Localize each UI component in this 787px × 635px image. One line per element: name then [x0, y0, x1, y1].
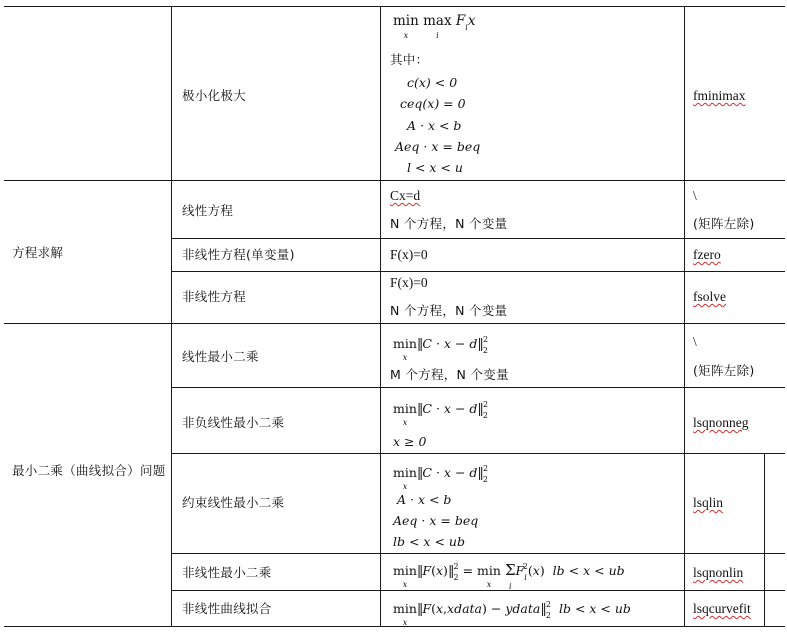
function-name-text: lsqnonlin [693, 565, 744, 580]
model-constraint: x ≥ 0 [393, 434, 427, 449]
col-divider [380, 6, 381, 627]
function-name [693, 88, 746, 103]
model-equation [390, 188, 420, 203]
problem-name: 非线性曲线拟合 [182, 601, 272, 616]
function-name-text: lsqcurvefit [693, 601, 751, 616]
problem-name: 约束线性最小二乘 [182, 495, 285, 510]
function-name-text: fminimax [693, 88, 746, 103]
model-note: M 个方程，N 个变量 [390, 367, 509, 382]
row-divider [171, 453, 785, 454]
row-divider [171, 271, 785, 272]
group-least-squares-label: 最小二乘（曲线拟合）问题 [12, 463, 166, 478]
function-name [693, 495, 723, 510]
model-note: N 个方程，N 个变量 [390, 303, 508, 318]
model-objective: min x max i $F_ix$ [393, 13, 476, 40]
optimization-function-table [4, 6, 785, 630]
model-constraint: lb < x < ub [393, 534, 465, 549]
model-subject-to: 其中： [390, 52, 429, 67]
model-objective: min x ‖F(x,xdata) − $ydata‖_2^2$ lb < x < ub [393, 600, 631, 627]
group-least-squares [12, 457, 167, 484]
model-equation-text: Cx=d [390, 188, 421, 203]
model-equation: F(x)=0 [390, 247, 428, 262]
function-name [693, 289, 726, 304]
model-equation: F(x)=0 [390, 275, 428, 290]
function-note: (矩阵左除) [693, 363, 755, 378]
group-equation-solving: 方程求解 [12, 245, 64, 260]
problem-name: 极小化极大 [182, 88, 247, 103]
function-name-text: lsqlin [693, 495, 724, 510]
model-objective: min x ‖C · $x - d‖_2^2$ [393, 464, 489, 491]
col-divider-right [764, 453, 765, 627]
function-name [693, 601, 751, 616]
function-name: \ [693, 334, 697, 349]
function-name [693, 565, 743, 580]
model-constraint: ceq(x) = 0 [400, 96, 466, 111]
function-name [693, 415, 749, 430]
row-divider [171, 590, 785, 591]
function-name: \ [693, 188, 697, 203]
function-name-text: lsqnonneg [693, 415, 749, 430]
problem-name: 非线性最小二乘 [182, 565, 272, 580]
function-name [693, 247, 721, 262]
function-note: (矩阵左除) [693, 216, 755, 231]
model-constraint: c(x) < 0 [407, 75, 458, 90]
function-name-text: fzero [693, 247, 721, 262]
row-divider [171, 387, 785, 388]
row-divider [171, 238, 785, 239]
problem-name: 线性最小二乘 [182, 349, 259, 364]
row-divider [4, 180, 785, 181]
row-divider [4, 323, 785, 324]
model-constraint: Aeq · x = beq [395, 139, 481, 154]
model-constraint: A · x < b [397, 492, 452, 507]
problem-name: 非线性方程 [182, 289, 247, 304]
problem-name: 线性方程 [182, 203, 234, 218]
col-divider [684, 6, 685, 627]
model-constraint: A · x < b [407, 118, 462, 133]
model-objective: min x ‖C · $x - d‖_2^2$ [393, 400, 489, 427]
model-constraint: Aeq · x = beq [393, 513, 479, 528]
problem-name: 非负线性最小二乘 [182, 415, 285, 430]
model-constraint: l < x < u [407, 160, 463, 175]
model-note: N 个方程，N 个变量 [390, 216, 508, 231]
model-objective: min x $‖F(x)‖_2^2 = \min$ x Σ i $F_i^2(x)$ lb < x < ub [393, 561, 625, 591]
row-divider [171, 553, 785, 554]
col-divider [171, 6, 172, 627]
problem-name: 非线性方程(单变量) [182, 247, 295, 262]
table-bottom-border [4, 626, 785, 627]
model-objective: min x ‖C · $x - d‖_2^2$ [393, 335, 489, 362]
function-name-text: fsolve [693, 289, 726, 304]
table-top-border [4, 6, 785, 7]
